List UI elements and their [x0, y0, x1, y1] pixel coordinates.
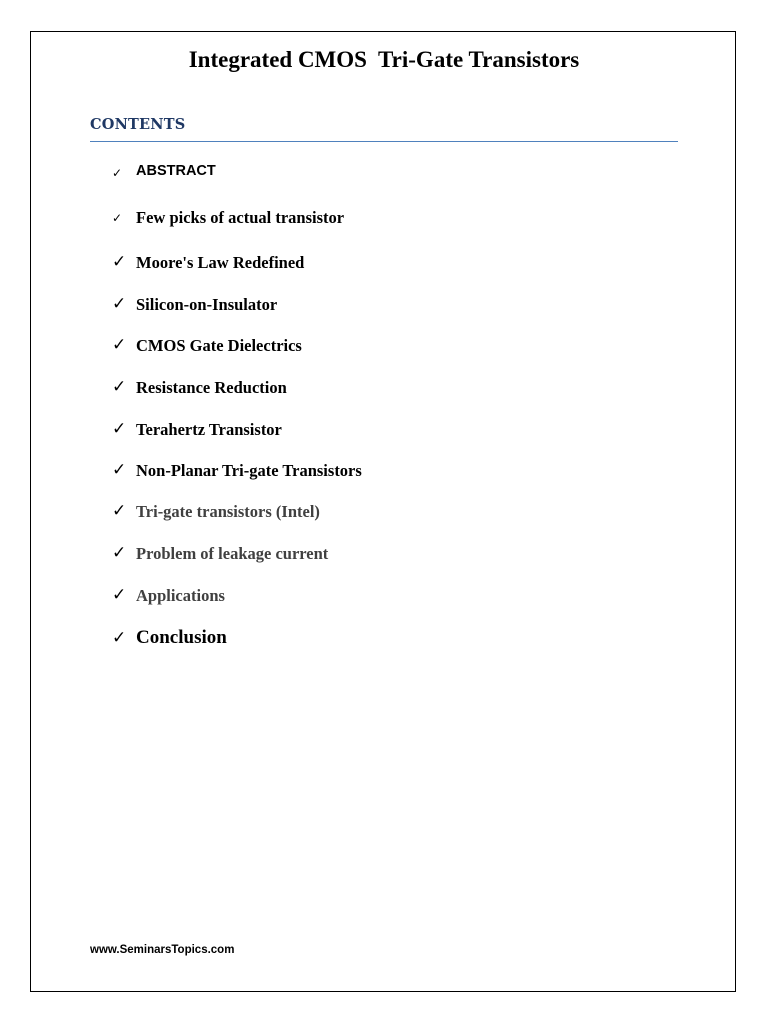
checkmark-icon: ✓ — [112, 628, 127, 648]
toc-item-intel — [0, 500, 768, 524]
contents-heading: CONTENTS — [90, 116, 186, 133]
footer-url: www.SeminarsTopics.com — [90, 944, 235, 956]
toc-item-resistance-reduction — [0, 376, 768, 400]
checkmark-icon: ✓ — [112, 460, 127, 480]
toc-item-label: Tri-gate transistors (Intel) — [136, 502, 320, 521]
checkmark-icon: ✓ — [112, 294, 127, 314]
checkmark-icon: ✓ — [112, 377, 127, 397]
toc-item-label: Non-Planar Tri-gate Transistors — [136, 461, 362, 480]
toc-item-cmos-gate-dielectrics — [0, 334, 768, 358]
toc-item-abstract — [0, 161, 768, 185]
toc-item-moores-law — [0, 251, 768, 275]
checkmark-icon: ✓ — [112, 543, 127, 563]
toc-item-conclusion — [0, 627, 768, 651]
toc-item-label: ABSTRACT — [136, 163, 216, 179]
contents-divider — [90, 141, 678, 142]
toc-item-terahertz — [0, 418, 768, 442]
checkmark-icon: ✓ — [112, 419, 127, 439]
toc-item-label: Problem of leakage current — [136, 544, 329, 563]
toc-item-label: CMOS Gate Dielectrics — [136, 336, 302, 355]
toc-item-label: Terahertz Transistor — [136, 420, 282, 439]
document-title: Integrated CMOS Tri-Gate Transistors — [188, 47, 580, 72]
checkmark-icon: ✓ — [112, 335, 127, 355]
checkmark-icon: ✓ — [112, 211, 123, 225]
checkmark-icon: ✓ — [112, 252, 127, 272]
toc-item-soi — [0, 293, 768, 317]
toc-item-label: Resistance Reduction — [136, 378, 287, 397]
toc-item-few-picks — [0, 206, 768, 230]
toc-item-label: Applications — [136, 586, 225, 605]
toc-item-applications — [0, 584, 768, 608]
checkmark-icon: ✓ — [112, 501, 127, 521]
toc-item-label: Moore's Law Redefined — [136, 253, 305, 272]
toc-item-leakage — [0, 542, 768, 566]
checkmark-icon: ✓ — [112, 166, 123, 180]
toc-item-non-planar — [0, 459, 768, 483]
toc-item-label: Conclusion — [136, 627, 227, 648]
toc-item-label: Few picks of actual transistor — [136, 208, 345, 227]
toc-item-label: Silicon-on-Insulator — [136, 295, 278, 314]
checkmark-icon: ✓ — [112, 585, 127, 605]
